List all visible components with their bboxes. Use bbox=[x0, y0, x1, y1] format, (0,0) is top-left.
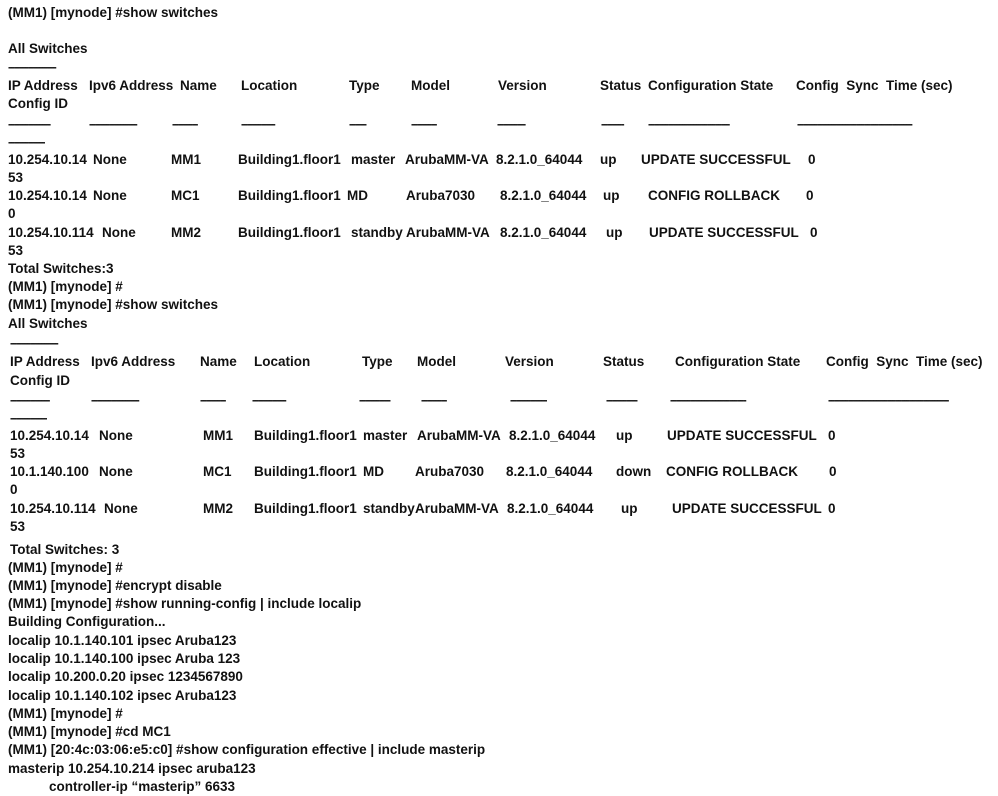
cell-ip: 10.254.10.14 bbox=[8, 152, 87, 167]
command-line: (MM1) [mynode] # bbox=[8, 279, 123, 294]
cell-type: master bbox=[363, 428, 408, 443]
output-line: localip 10.1.140.100 ipsec Aruba 123 bbox=[8, 651, 241, 666]
cell-config-id: 53 bbox=[8, 170, 24, 185]
table-header bbox=[0, 354, 998, 370]
section-heading: All Switches bbox=[8, 41, 88, 56]
table-row bbox=[0, 188, 998, 204]
cell-location: Building1.floor1 bbox=[238, 225, 341, 240]
col-name: Name bbox=[200, 354, 237, 369]
table-row bbox=[0, 501, 998, 517]
cell-type: MD bbox=[347, 188, 368, 203]
col-location: Location bbox=[254, 354, 311, 369]
cell-model: ArubaMM-VA bbox=[417, 428, 501, 443]
table-row bbox=[0, 152, 998, 168]
col-config-id: Config ID bbox=[8, 96, 68, 111]
output-line: masterip 10.254.10.214 ipsec aruba123 bbox=[8, 761, 256, 776]
separator-row bbox=[0, 116, 998, 132]
separator: ----------------------------------------- bbox=[797, 117, 912, 131]
col-ip-address: IP Address bbox=[8, 78, 78, 93]
command-line: (MM1) [mynode] # bbox=[8, 560, 123, 575]
cell-config-state: CONFIG ROLLBACK bbox=[666, 464, 798, 479]
cell-status: up bbox=[616, 428, 633, 443]
cell-ipv6: None bbox=[104, 501, 138, 516]
output-line: controller-ip “masterip” 6633 bbox=[49, 779, 236, 794]
cell-sync: 0 bbox=[808, 152, 816, 167]
col-name: Name bbox=[180, 78, 217, 93]
cell-status: up bbox=[606, 225, 623, 240]
cell-sync: 0 bbox=[810, 225, 818, 240]
separator: ------ bbox=[349, 117, 366, 131]
separator: --------------- bbox=[8, 117, 50, 131]
table-row bbox=[0, 225, 998, 241]
separator: ----------------- bbox=[91, 393, 139, 407]
total-switches: Total Switches:3 bbox=[8, 261, 114, 276]
cell-config-id: 0 bbox=[10, 482, 18, 497]
separator-wrap: ------------- bbox=[8, 135, 45, 149]
col-config-sync-time: Config Sync Time (sec) bbox=[826, 354, 983, 369]
separator: --------- bbox=[421, 393, 447, 407]
col-location: Location bbox=[241, 78, 298, 93]
cell-model: ArubaMM-VA bbox=[415, 501, 499, 516]
cell-model: ArubaMM-VA bbox=[405, 152, 489, 167]
cell-model: Aruba7030 bbox=[406, 188, 476, 203]
output-line: localip 10.1.140.101 ipsec Aruba123 bbox=[8, 633, 237, 648]
cell-config-state: CONFIG ROLLBACK bbox=[648, 188, 780, 203]
separator: ----------------------------- bbox=[648, 117, 730, 131]
cell-config-state: UPDATE SUCCESSFUL bbox=[641, 152, 791, 167]
cell-ipv6: None bbox=[99, 464, 133, 479]
cell-config-id: 53 bbox=[8, 243, 24, 258]
separator: -------------- bbox=[10, 393, 50, 407]
cell-version: 8.2.1.0_64044 bbox=[506, 464, 593, 479]
separator: --------- bbox=[172, 117, 198, 131]
command-line: (MM1) [mynode] #cd MC1 bbox=[8, 724, 171, 739]
cell-version: 8.2.1.0_64044 bbox=[509, 428, 596, 443]
col-ipv6-address: Ipv6 Address bbox=[91, 354, 176, 369]
separator: --------- bbox=[411, 117, 437, 131]
col-version: Version bbox=[505, 354, 554, 369]
command-line: (MM1) [20:4c:03:06:e5:c0] #show configuration effective | include masterip bbox=[8, 742, 486, 757]
table-row bbox=[0, 428, 998, 444]
output-line: localip 10.200.0.20 ipsec 1234567890 bbox=[8, 669, 243, 684]
command-line: (MM1) [mynode] #encrypt disable bbox=[8, 578, 222, 593]
cell-config-state: UPDATE SUCCESSFUL bbox=[672, 501, 822, 516]
col-status: Status bbox=[603, 354, 645, 369]
col-ipv6-address: Ipv6 Address bbox=[89, 78, 174, 93]
command-line: (MM1) [mynode] #show switches bbox=[8, 297, 219, 312]
separator-wrap: ------------- bbox=[10, 411, 47, 425]
col-version: Version bbox=[498, 78, 547, 93]
separator: ---------- bbox=[497, 117, 525, 131]
separator: ----------- bbox=[606, 393, 637, 407]
cell-name: MM2 bbox=[171, 225, 201, 240]
cell-status: up bbox=[621, 501, 638, 516]
cell-status: down bbox=[616, 464, 652, 479]
col-status: Status bbox=[600, 78, 642, 93]
separator: ------------ bbox=[241, 117, 275, 131]
cell-version: 8.2.1.0_64044 bbox=[496, 152, 583, 167]
cell-ipv6: None bbox=[99, 428, 133, 443]
cell-model: ArubaMM-VA bbox=[406, 225, 490, 240]
cell-name: MM2 bbox=[203, 501, 233, 516]
heading-rule: ----------------- bbox=[8, 60, 56, 74]
separator: --------- bbox=[200, 393, 226, 407]
cell-name: MC1 bbox=[171, 188, 200, 203]
cell-version: 8.2.1.0_64044 bbox=[507, 501, 594, 516]
cell-status: up bbox=[603, 188, 620, 203]
separator: ----------- bbox=[359, 393, 390, 407]
separator: ----------------- bbox=[89, 117, 137, 131]
cell-model: Aruba7030 bbox=[415, 464, 485, 479]
col-configuration-state: Configuration State bbox=[648, 78, 774, 93]
command-line: (MM1) [mynode] # bbox=[8, 706, 123, 721]
cell-ip: 10.254.10.114 bbox=[8, 225, 94, 240]
cell-ipv6: None bbox=[93, 188, 127, 203]
col-model: Model bbox=[411, 78, 450, 93]
separator: --------------------------- bbox=[670, 393, 746, 407]
separator: ------------- bbox=[510, 393, 547, 407]
col-configuration-state: Configuration State bbox=[675, 354, 801, 369]
cell-config-state: UPDATE SUCCESSFUL bbox=[649, 225, 799, 240]
table-row bbox=[0, 464, 998, 480]
cell-ip: 10.254.10.14 bbox=[8, 188, 87, 203]
cell-config-id: 53 bbox=[10, 446, 26, 461]
cell-version: 8.2.1.0_64044 bbox=[500, 225, 587, 240]
cell-type: standby bbox=[351, 225, 403, 240]
cell-config-state: UPDATE SUCCESSFUL bbox=[667, 428, 817, 443]
cell-location: Building1.floor1 bbox=[254, 428, 357, 443]
col-config-sync-time: Config Sync Time (sec) bbox=[796, 78, 953, 93]
section-heading: All Switches bbox=[8, 316, 88, 331]
cell-ip: 10.254.10.14 bbox=[10, 428, 89, 443]
col-type: Type bbox=[362, 354, 393, 369]
cell-config-id: 53 bbox=[10, 519, 26, 534]
cell-ipv6: None bbox=[93, 152, 127, 167]
cell-name: MC1 bbox=[203, 464, 232, 479]
separator: -------- bbox=[601, 117, 624, 131]
cell-name: MM1 bbox=[203, 428, 233, 443]
total-switches: Total Switches: 3 bbox=[10, 542, 120, 557]
cell-ip: 10.1.140.100 bbox=[10, 464, 89, 479]
cell-location: Building1.floor1 bbox=[254, 501, 357, 516]
separator: ------------ bbox=[252, 393, 286, 407]
col-type: Type bbox=[349, 78, 380, 93]
output-line: Building Configuration... bbox=[8, 614, 166, 629]
cell-type: master bbox=[351, 152, 396, 167]
separator: ------------------------------------------- bbox=[828, 393, 949, 407]
cell-config-id: 0 bbox=[8, 206, 16, 221]
table-header bbox=[0, 78, 998, 94]
cell-sync: 0 bbox=[828, 428, 836, 443]
cell-location: Building1.floor1 bbox=[238, 152, 341, 167]
command-line: (MM1) [mynode] #show switches bbox=[8, 5, 219, 20]
col-ip-address: IP Address bbox=[10, 354, 80, 369]
cell-ipv6: None bbox=[102, 225, 136, 240]
cell-sync: 0 bbox=[806, 188, 814, 203]
cell-ip: 10.254.10.114 bbox=[10, 501, 96, 516]
heading-rule: ----------------- bbox=[10, 336, 58, 350]
separator-row bbox=[0, 392, 998, 408]
command-line: (MM1) [mynode] #show running-config | include localip bbox=[8, 596, 362, 611]
output-line: localip 10.1.140.102 ipsec Aruba123 bbox=[8, 688, 237, 703]
cell-sync: 0 bbox=[829, 464, 837, 479]
cell-location: Building1.floor1 bbox=[254, 464, 357, 479]
cell-status: up bbox=[600, 152, 617, 167]
col-config-id: Config ID bbox=[10, 373, 70, 388]
cell-type: standby bbox=[363, 501, 415, 516]
cell-location: Building1.floor1 bbox=[238, 188, 341, 203]
col-model: Model bbox=[417, 354, 456, 369]
cell-sync: 0 bbox=[828, 501, 836, 516]
cell-version: 8.2.1.0_64044 bbox=[500, 188, 587, 203]
cell-name: MM1 bbox=[171, 152, 201, 167]
cell-type: MD bbox=[363, 464, 384, 479]
